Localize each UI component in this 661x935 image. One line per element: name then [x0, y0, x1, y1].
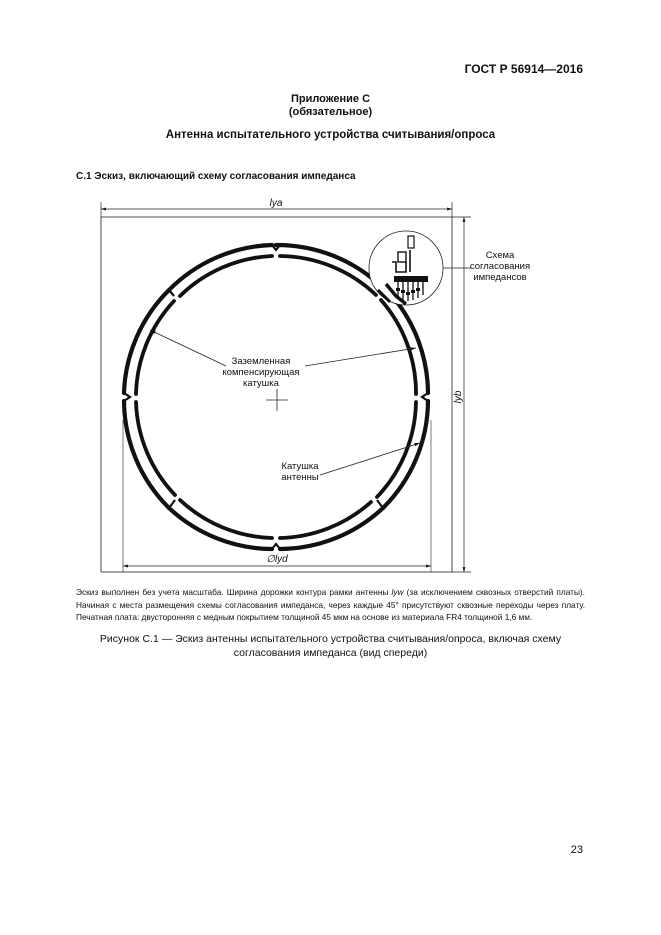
dim-diameter-label: ∅lyd — [266, 554, 288, 565]
label-ground-3: катушка — [243, 378, 279, 389]
label-coil-2: антенны — [281, 472, 319, 483]
ground-compensating-coil — [136, 256, 416, 538]
label-coil-1: Катушка — [281, 461, 319, 472]
label-matching-2: согласования — [469, 261, 531, 272]
figure-note — [76, 586, 585, 624]
leader-ground-left — [150, 330, 226, 366]
dim-height-label: lyb — [453, 390, 464, 404]
section-heading: С.1 Эскиз, включающий схему согласования импеданса — [76, 171, 356, 182]
note-text-2: (за исключением сквозных отверстий платы). Начиная с места размещения схемы согласования импеданса, через каждые 45° присутствуют сквозные переходы через плату. Печатная плата: двусторонняя с медным покрытием толщиной 45 мкм на основе из материала FR4 толщиной 1,6 мм. — [76, 587, 585, 623]
appendix-title: Приложение С — [290, 93, 371, 105]
caption-line-2: согласования импеданса (вид спереди) — [233, 646, 428, 659]
note-text-1: Эскиз выполнен без учета масштаба. Ширина дорожки контура рамки антенны — [76, 587, 392, 597]
leader-ground-right — [305, 348, 416, 366]
standard-code: ГОСТ Р 56914—2016 — [464, 62, 583, 76]
figure-caption — [0, 633, 661, 660]
note-italic-term: lyw — [391, 587, 404, 597]
caption-line-1: Рисунок С.1 — Эскиз антенны испытательного устройства считывания/опроса, включая схему — [99, 633, 562, 645]
page-number: 23 — [570, 844, 583, 856]
appendix-status: (обязательное) — [288, 106, 373, 118]
appendix-heading: Антенна испытательного устройства считывания/опроса — [165, 129, 496, 141]
dim-width-label: lya — [269, 198, 283, 209]
label-ground-1: Заземленная — [231, 356, 291, 367]
matching-circuit-detail — [369, 231, 443, 305]
label-ground-2: компенсирующая — [222, 367, 300, 378]
label-matching-1: Схема — [485, 250, 515, 261]
label-matching-3: импедансов — [473, 272, 527, 283]
